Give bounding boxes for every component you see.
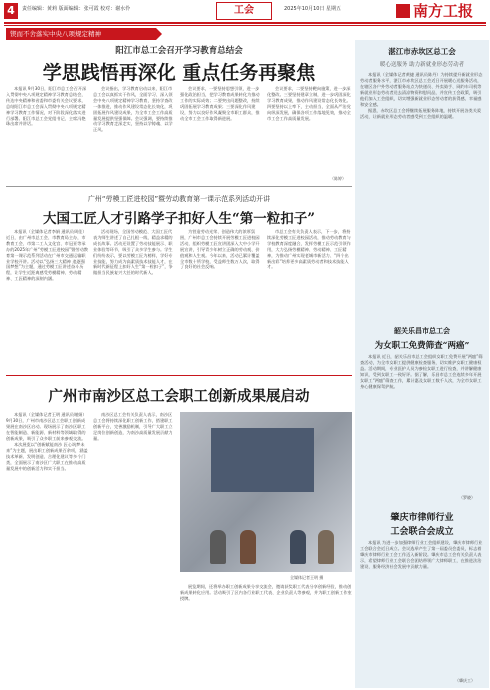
article1-subtitle: 阳江市总工会召开学习教育总结会 (115, 46, 243, 56)
article1-title: 学思践悟再深化 重点任务再聚焦 (42, 62, 316, 84)
sidebar-article3-title: 肇庆市律师行业 (390, 513, 454, 523)
section-label: 工会 (216, 2, 272, 20)
sidebar-article2-text: 本报讯 近日，韶关乐昌市总工会组织女职工免费开展“两癌”筛查活动，为全市女职工提供健康检查服务，切实维护女职工健康权益。活动期间，专业医护人员为参检女职工进行检查，并讲解健康知识，受到女职工一致好评。据了解，乐昌市总工会连续多年开展女职工“两癌”筛查工作，累计惠及女职工数千人次，为全市女职工身心健康保驾护航。 (360, 354, 483, 389)
article3-photo (180, 412, 352, 572)
sidebar-article1-text: 据悉，赤坎区总工会将继续拓展服务阵地，持续开展各类关爱活动，让新就业形态劳动者感受到工会组织的温暖。 (360, 107, 482, 119)
photo-person (210, 530, 226, 564)
article2-column-2 (93, 229, 175, 367)
article2-column-1 (6, 229, 88, 367)
sidebar-article1-title: 湛江市赤坎区总工会 (388, 47, 456, 56)
article1-text-1: 本报讯 9月30日，阳江市总工会召开深入贯彻中央八项规定精神学习教育总结会，传达中央精神和省委和市委有关会议要求，总结阳江市总工会深入贯彻中央八项规定精神学习教育工作情况，对下阶段深化落实进行部署。阳江市总工会党组书记、主席冯艳珠出席并讲话。 (6, 86, 87, 127)
photo-person (290, 530, 306, 564)
sidebar-article3-body (360, 540, 484, 678)
article1-byline: （陈婷） (330, 176, 346, 181)
sidebar-article3-text: 本报讯 为进一步加强律师行业工会组织建设，肇庆市律师行业工会联合会近日成立。会议选举产生了第一届委员会委员，标志着肇庆市律师行业工会工作迈入新阶段。肇庆市总工会有关负责人表示，希望律师行业工会联合会团结带领广大律师职工，在推进法治建设、服务经济社会发展中贡献力量。 (360, 540, 483, 569)
topic-bar (6, 28, 156, 40)
issue-date: 2025年10月10日 星期五 (284, 6, 342, 12)
article1-column-4 (267, 86, 352, 179)
sidebar-article2-title: 韶关乐昌市总工会 (394, 326, 450, 335)
sidebar-article1-text: 本报讯（全媒体记者黄捷 通讯员陈丹）为持续提升新就业形态劳动者服务水平，湛江市赤坎区总工会近日开展暖心送服务活动，在辖区各户外劳动者服务站点为快递员、外卖骑手、网约车司机等新就业形态劳动者送去清凉物资和慰问品，并宣传工会政策，吸引他们加入工会组织，切实增强新就业形态劳动者的获得感、幸福感和安全感。 (360, 72, 483, 107)
topic-bar-text: 锲而不舍落实中央八项规定精神 (10, 30, 101, 38)
photo-caption: 全媒体记者王明 摄 (290, 575, 324, 580)
article1-column-1 (6, 86, 88, 179)
article2-text-3: 为营造劳动光荣、创造伟大的浓厚氛围，广州市总工会持续开展劳模工匠进校园活动，组织劳模工匠宣讲团深入大中小学开展宣讲，引导青少年树立正确的劳动观、价值观和人生观。今年以来，活动已累计覆盖全市数十所学校，受益师生数万人次，取得了良好的社会反响。 (180, 229, 260, 270)
article3-text-4: 展览期间，还将举办职工创新成果分享交流会，邀请获奖职工代表分享创新经验，推动创新成果转化应用。活动吸引了区内各行业职工代表、企业负责人等参观，并为职工创新工作室授牌。 (180, 584, 352, 601)
article3-text-2: 本次展览以“创新赋能南沙 匠心筑梦未来”为主题，展出职工创新成果百余项，涵盖技术革新、发明创造、合理化建议等多个门类，全面展示了南沙区广大职工在推动高质量发展中的创新活力和实干担当。 (6, 442, 88, 471)
article3-column-2 (93, 412, 175, 684)
article1-text-3: 会议要求，一要坚持思想引领，进一步强化政治担当，把学习教育成果转化为推动工作的实际成效；二要突出问题整改，持续巩固拓展学习教育成果；三要深化作风建设，努力以良好作风凝聚全市职工群众，推动全市工会工作取得新进展。 (180, 86, 260, 121)
sidebar-news-panel (355, 40, 489, 688)
sidebar-article3-title-line2: 工会联合会成立 (390, 527, 454, 537)
article2-column-4 (267, 229, 352, 367)
photo-exhibit-screen (211, 428, 314, 492)
photo-person (318, 530, 334, 564)
sidebar-article2-byline: （罗晓） (459, 495, 475, 500)
photo-person (240, 530, 256, 564)
article1-text-2: 会议指出，学习教育启动以来，阳江市总工会以真抓实干作风，全面学习、深入领会中央八项规定精神学习教育，坚持学查改一体推进，推动作风建设常态化长效化，巩固拓展作风建设成果，为全市工会工作高质量发展提供坚强保障。会议强调，要持续推动学习教育走深走实，坚持以学铸魂、以学正风。 (93, 86, 173, 133)
article2-subtitle: 广州“劳模工匠进校园”暨劳动教育第一课示范系列活动开讲 (87, 195, 271, 203)
article1-column-3 (180, 86, 262, 179)
article2-text-4: 市总工会有关负责人表示，下一步，将持续深化劳模工匠进校园活动，推动劳动教育与学校教育深度融合，发挥劳模工匠示范引领作用，大力弘扬劳模精神、劳动精神、工匠精神，为推动广州实现老城市新活力、“四个出新出彩”培养更多高素质劳动者和技术技能人才。 (267, 229, 351, 270)
article3-column-1 (6, 412, 88, 684)
article3-text-1: 本报讯（全媒体记者王明 通讯员谢娟）9月30日，广州市南沙区总工会职工创新成果展在南沙区启动。现场展示了南沙区职工在智能制造、新能源、新材料等领域取得的创新成果，吸引了众多职工前来参观交流。 (6, 412, 87, 441)
sidebar-article1-body (360, 72, 484, 322)
divider-red (6, 375, 352, 376)
sidebar-article1-subtitle: 暖心送服务 助力新就业形态劳动者 (379, 62, 465, 68)
article3-title: 广州市南沙区总工会职工创新成果展启动 (48, 388, 310, 405)
topic-arrow-icon (156, 28, 162, 40)
divider (6, 186, 352, 187)
editor-credits: 责任编辑：黄莉 版面编辑：张可霞 校对：谢水伶 (22, 6, 131, 12)
page-number: 4 (4, 3, 18, 19)
article1-text-4: 会议要求，二要坚持靶向施策，进一步深化整改。三要坚持建章立制，进一步巩固深化学习教育成果，推动作风建设常态化长效化。四要坚持以上率下，主动担当，全面从严治党向纵深发展，确保各项工作落地见效，推动全市工会工作高质量发展。 (267, 86, 351, 121)
header-rule-thin (4, 25, 486, 26)
article3-text-3: 南沙区总工会有关负责人表示，南沙区总工会将持续深化职工创新工作，搭建职工创新平台，完善激励机制，引导广大职工立足岗位创新创造，为南沙高质量发展贡献力量。 (93, 412, 173, 441)
sidebar-article3-byline: （肇庆工） (455, 678, 475, 683)
article3-column-3 (180, 584, 352, 684)
newspaper-logo (396, 0, 488, 22)
article1-column-2 (93, 86, 175, 179)
sidebar-article2-body (360, 354, 484, 494)
article2-title: 大国工匠人才引路学子扣好人生“第一粒扣子” (42, 211, 316, 227)
logo-icon (396, 4, 410, 18)
article2-text-1: 本报讯（全媒体记者李娟 通讯员周佳）近日，由广州市总工会、市教育局主办，市教育工会、市第二工人文化宫、市冠亚等承办的2025年广州“劳模工匠进校园”暨劳动教育第一课示范系列活动在广州市交通运输职业学校开讲。活动以“弘扬三大精神 追逐强国梦想”为主题，通过劳模工匠讲述奋斗历程，让学生近距离感受劳模精神、劳动精神、工匠精神的深刻内涵。 (6, 229, 88, 282)
logo-text: 南方工报 (413, 2, 474, 20)
article2-text-2: 活动现场，全国劳动模范、大国工匠代表为师生讲述了自己扎根一线、精益求精的成长故事。活动还设置了劳动技能展示、职业体验等环节，吸引了众多学生参与。学生们纷纷表示，要以劳模工匠为榜样，学好专业技能，努力成为高素质技术技能人才，在新时代新征程上扣好人生“第一粒扣子”，争做担当民族复兴大任的时代新人。 (93, 229, 173, 276)
sidebar-article2-subtitle: 为女职工免费筛查“两癌” (374, 341, 470, 351)
header-rule (4, 22, 486, 24)
article2-column-3 (180, 229, 262, 367)
